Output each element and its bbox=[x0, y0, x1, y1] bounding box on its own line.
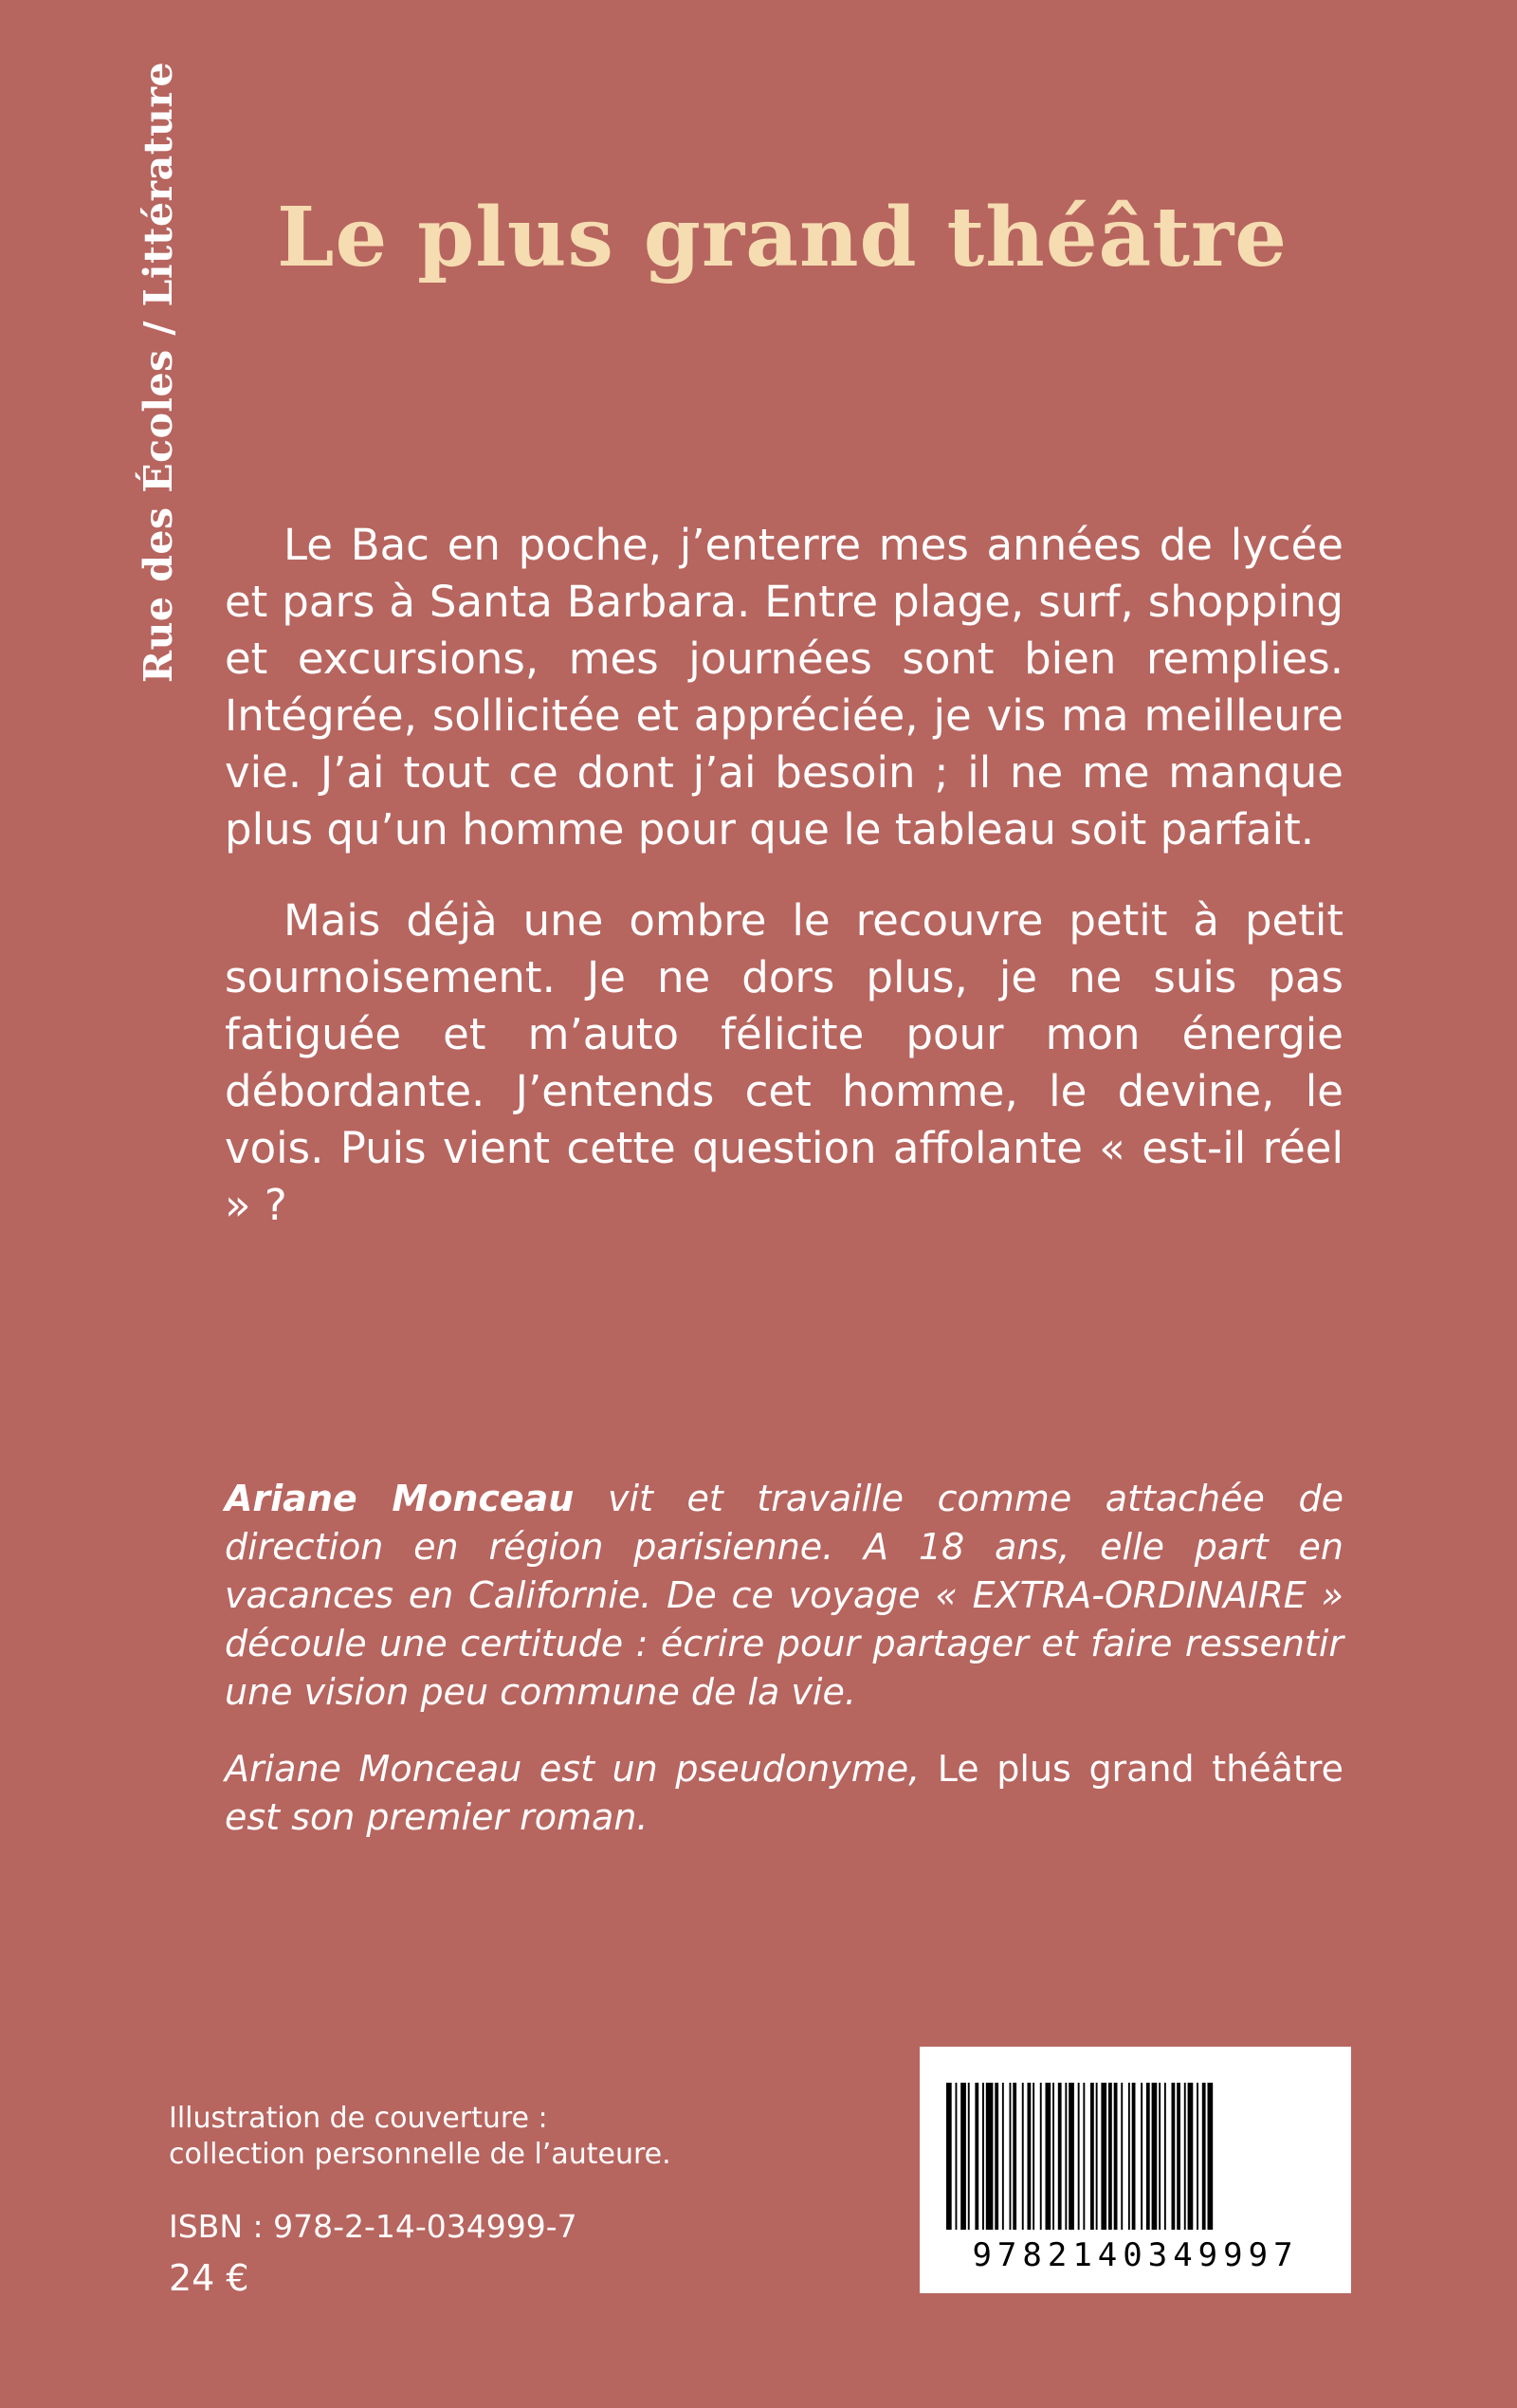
barcode-bar bbox=[1141, 2083, 1142, 2230]
bio-book-title: Le plus grand théâtre bbox=[937, 1748, 1343, 1790]
barcode-bar bbox=[1121, 2083, 1123, 2230]
spine-band bbox=[46, 0, 181, 721]
credit-line-2: collection personnelle de l’auteure. bbox=[169, 2138, 671, 2171]
barcode-bar bbox=[1132, 2083, 1136, 2230]
barcode-bar bbox=[1083, 2083, 1085, 2230]
barcode-bar bbox=[1096, 2083, 1098, 2230]
barcode-number: 9782140349997 bbox=[972, 2236, 1299, 2274]
barcode-bar bbox=[1177, 2083, 1180, 2230]
barcode-bar bbox=[995, 2083, 998, 2230]
barcode-bar bbox=[1159, 2083, 1161, 2230]
barcode-bar bbox=[1040, 2083, 1042, 2230]
barcode-bar bbox=[1013, 2083, 1016, 2230]
barcode-bar bbox=[982, 2083, 984, 2230]
barcode-bar bbox=[1184, 2083, 1186, 2230]
isbn: ISBN : 978-2-14-034999-7 bbox=[169, 2208, 577, 2245]
blurb bbox=[225, 517, 1343, 1268]
barcode-bar bbox=[986, 2083, 994, 2230]
price: 24 € bbox=[169, 2257, 249, 2299]
barcode-bar bbox=[975, 2083, 978, 2230]
bio-text-2b: est son premier roman. bbox=[225, 1796, 649, 1838]
barcode-bar bbox=[1197, 2083, 1198, 2230]
credit-line-1: Illustration de couverture : bbox=[169, 2102, 548, 2135]
barcode-bar bbox=[1046, 2083, 1051, 2230]
barcode-bar bbox=[946, 2083, 952, 2230]
bio-paragraph-1 bbox=[225, 1475, 1343, 1717]
barcode-bar bbox=[960, 2083, 966, 2230]
barcode-bar bbox=[1002, 2083, 1004, 2230]
barcode-bar bbox=[968, 2083, 970, 2230]
barcode-bar bbox=[1172, 2083, 1176, 2230]
barcode-bar bbox=[1022, 2083, 1024, 2230]
barcode-bar bbox=[1065, 2083, 1067, 2230]
barcode-bar bbox=[1108, 2083, 1112, 2230]
barcode-bar bbox=[1146, 2083, 1150, 2230]
barcode-bar bbox=[1152, 2083, 1158, 2230]
barcode-bars bbox=[946, 2083, 1325, 2230]
bio-paragraph-2 bbox=[225, 1745, 1343, 1842]
bio-text-1: vit et travaille comme attachée de direction en région parisienne. A 18 ans, elle part en vacances en Californie. De ce voyage « EXTRA-ORDINAIRE » découle une certitude : écrire pour partager et faire ressentir une vision peu commune de la vie. bbox=[225, 1478, 1344, 1713]
author-bio bbox=[225, 1475, 1343, 1870]
barcode-bar bbox=[1202, 2083, 1206, 2230]
barcode-bar bbox=[1010, 2083, 1012, 2230]
barcode-bar bbox=[956, 2083, 958, 2230]
barcode-bar bbox=[1033, 2083, 1034, 2230]
barcode-bar bbox=[1078, 2083, 1080, 2230]
barcode-bar bbox=[1114, 2083, 1118, 2230]
cover-credit bbox=[169, 2101, 832, 2173]
barcode-bar bbox=[1101, 2083, 1106, 2230]
barcode-bar bbox=[1128, 2083, 1130, 2230]
bio-text-2a: Ariane Monceau est un pseudonyme, bbox=[225, 1748, 938, 1790]
author-name: Ariane Monceau bbox=[225, 1478, 575, 1519]
blurb-paragraph-1: Le Bac en poche, j’enterre mes années de lycée et pars à Santa Barbara. Entre plage, surf, shopping et excursions, mes journées sont bien remplies. Intégrée, sollicitée et appréciée, je vis ma meilleure vie. J’ai tout ce dont j’ai besoin ; il ne me manque plus qu’un homme pour que le tableau soit parfait. bbox=[225, 520, 1343, 855]
barcode-bar bbox=[1058, 2083, 1062, 2230]
blurb-paragraph-2: Mais déjà une ombre le recouvre petit à petit sournoisement. Je ne dors plus, je ne suis pas fatiguée et m’auto félicite pour mon énergie débordante. J’entends cet homme, le devine, le vois. Puis vient cette question affolante « est-il réel » ? bbox=[225, 895, 1343, 1230]
barcode-bar bbox=[1208, 2083, 1214, 2230]
barcode bbox=[920, 2047, 1351, 2293]
barcode-bar bbox=[1052, 2083, 1054, 2230]
barcode-bar bbox=[1164, 2083, 1166, 2230]
barcode-bar bbox=[1069, 2083, 1074, 2230]
barcode-bar bbox=[1090, 2083, 1094, 2230]
barcode-bar bbox=[1188, 2083, 1194, 2230]
collection-label: Rue des Écoles / Littérature bbox=[136, 61, 181, 683]
book-title: Le plus grand théâtre bbox=[276, 190, 1289, 285]
barcode-bar bbox=[1028, 2083, 1032, 2230]
